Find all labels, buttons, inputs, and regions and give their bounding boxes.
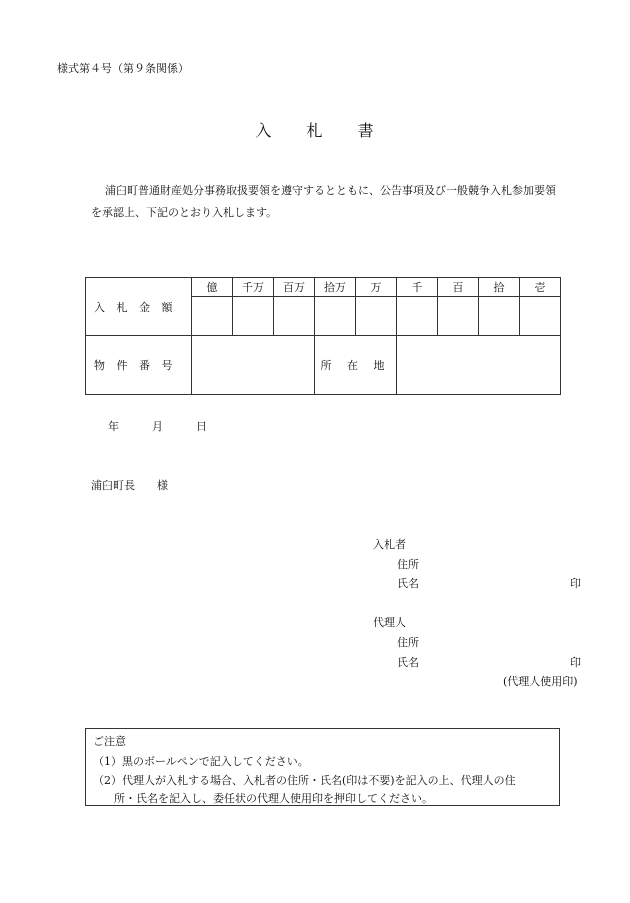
title-char: 入	[255, 121, 273, 140]
digit-input-cell[interactable]	[520, 297, 561, 336]
date-line	[108, 418, 207, 434]
bidder-seal-mark: 印	[570, 577, 581, 590]
digit-unit-header: 千万	[233, 278, 274, 297]
digit-unit-header: 拾	[479, 278, 520, 297]
note-item: （2）代理人が入札する場合、入札者の住所・氏名(印は不要)を記入の上、代理人の住	[93, 774, 516, 787]
bidder-heading: 入札者	[373, 538, 406, 551]
document-title	[0, 118, 630, 141]
property-number-cell[interactable]	[192, 336, 315, 395]
date-month-label: 月	[152, 420, 163, 433]
notes-box	[85, 728, 560, 806]
title-char: 書	[357, 121, 375, 140]
digit-unit-header: 拾万	[315, 278, 356, 297]
digit-input-cell[interactable]	[356, 297, 397, 336]
bidder-name-label: 氏名	[397, 577, 419, 590]
location-cell[interactable]	[397, 336, 561, 395]
agent-address-label: 住所	[397, 636, 419, 649]
digit-unit-header: 万	[356, 278, 397, 297]
date-day-label: 日	[196, 420, 207, 433]
property-number-label: 物 件 番 号	[86, 336, 192, 395]
note-item: （1）黒のボールペンで記入してください。	[93, 755, 309, 768]
digit-input-cell[interactable]	[233, 297, 274, 336]
intro-paragraph: 浦臼町普通財産処分事務取扱要領を遵守するとともに、公告事項及び一般競争入札参加要領を承認上、下記のとおり入札します。	[91, 184, 556, 219]
agent-seal-note: (代理人使用印)	[503, 675, 578, 688]
bid-amount-table	[85, 277, 561, 395]
agent-heading: 代理人	[373, 616, 406, 629]
bidder-address-label: 住所	[397, 558, 419, 571]
digit-input-cell[interactable]	[479, 297, 520, 336]
agent-seal-mark: 印	[570, 656, 581, 669]
form-number: 様式第４号（第９条関係）	[57, 62, 189, 75]
bid-amount-label: 入 札 金 額	[86, 278, 192, 336]
digit-input-cell[interactable]	[397, 297, 438, 336]
digit-unit-header: 千	[397, 278, 438, 297]
digit-input-cell[interactable]	[438, 297, 479, 336]
title-char: 札	[306, 121, 324, 140]
digit-unit-header: 億	[192, 278, 233, 297]
digit-input-cell[interactable]	[274, 297, 315, 336]
digit-unit-header: 百万	[274, 278, 315, 297]
digit-unit-header: 百	[438, 278, 479, 297]
digit-input-cell[interactable]	[192, 297, 233, 336]
date-year-label: 年	[108, 420, 119, 433]
digit-input-cell[interactable]	[315, 297, 356, 336]
agent-name-label: 氏名	[397, 656, 419, 669]
location-label: 所 在 地	[315, 336, 397, 395]
notes-heading: ご注意	[93, 735, 126, 748]
addressee: 浦臼町長 様	[91, 479, 168, 492]
digit-unit-header: 壱	[520, 278, 561, 297]
note-item-continuation: 所・氏名を記入し、委任状の代理人使用印を押印してください。	[114, 792, 433, 805]
